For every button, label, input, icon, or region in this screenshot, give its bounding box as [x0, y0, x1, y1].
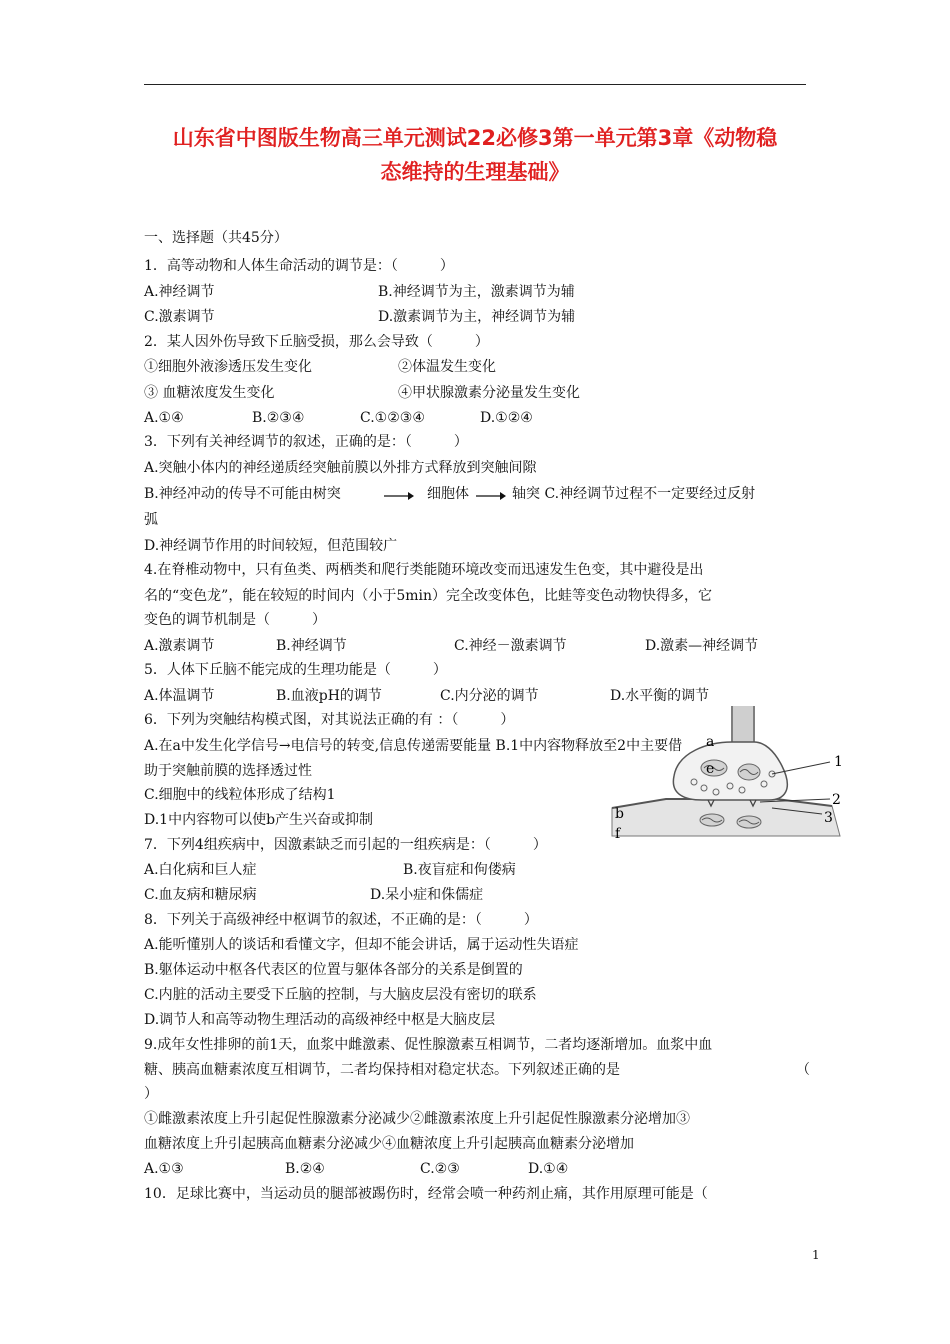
q3-option-b-part1: B.神经冲动的传导不可能由树突: [144, 486, 341, 502]
q1-option-c: C.激素调节: [144, 309, 215, 325]
q4-stem-line2: 名的“变色龙”，能在较短的时间内（小于5min）完全改变体色，比蛙等变色动物快得多，它: [144, 588, 712, 604]
q2-statement-3: ③ 血糖浓度发生变化: [144, 385, 275, 401]
fig-label-e: e: [706, 761, 715, 777]
synapse-diagram: [604, 702, 850, 852]
fig-label-f: f: [615, 826, 621, 842]
arrow-icon: [384, 490, 414, 502]
q9-statements-line2: 血糖浓度上升引起胰高血糖素分泌减少④血糖浓度上升引起胰高血糖素分泌增加: [144, 1136, 634, 1152]
q2-option-d: D.①②④: [480, 410, 533, 426]
fig-label-3: 3: [824, 810, 833, 826]
q2-statement-1: ①细胞外液渗透压发生变化: [144, 359, 312, 375]
q9-paren-open: （: [796, 1062, 810, 1078]
q4-option-d: D.激素—神经调节: [645, 638, 759, 654]
q10-stem-line1: 10．足球比赛中，当运动员的腿部被踢伤时，经常会喷一种药剂止痛，其作用原理可能是（: [144, 1186, 708, 1202]
q4-option-b: B.神经调节: [276, 638, 347, 654]
q7-option-d: D.呆小症和侏儒症: [370, 887, 484, 903]
q6-stem: 6．下列为突触结构模式图，对其说法正确的有 ：（ ）: [144, 712, 515, 728]
q7-stem: 7．下列4组疾病中，因激素缺乏而引起的一组疾病是：（ ）: [144, 837, 547, 853]
fig-label-a: a: [706, 734, 715, 750]
section-heading: 一、选择题（共45分）: [144, 230, 288, 246]
q7-option-b: B.夜盲症和佝偻病: [403, 862, 516, 878]
q4-option-a: A.激素调节: [144, 638, 215, 654]
q2-statement-2: ②体温发生变化: [398, 359, 496, 375]
fig-label-2: 2: [832, 792, 841, 808]
q9-option-b: B.②④: [285, 1161, 325, 1177]
q8-option-a: A.能听懂别人的谈话和看懂文字，但却不能会讲话，属于运动性失语症: [144, 937, 579, 953]
q7-option-c: C.血友病和糖尿病: [144, 887, 257, 903]
q9-option-a: A.①③: [144, 1161, 184, 1177]
q4-stem-line3: 变色的调节机制是（ ）: [144, 612, 326, 628]
q5-option-d: D.水平衡的调节: [610, 688, 710, 704]
q9-paren-close: ）: [144, 1086, 158, 1102]
q8-option-d: D.调节人和高等动物生理活动的高级神经中枢是大脑皮层: [144, 1012, 496, 1028]
q2-option-b: B.②③④: [252, 410, 305, 426]
q3-option-b-c: 轴突 C.神经调节过程不一定要经过反射: [512, 486, 756, 502]
q3-option-a: A.突触小体内的神经递质经突触前膜以外排方式释放到突触间隙: [144, 460, 537, 476]
q7-option-a: A.白化病和巨人症: [144, 862, 257, 878]
q1-option-b: B.神经调节为主，激素调节为辅: [378, 284, 575, 300]
q2-option-c: C.①②③④: [360, 410, 425, 426]
q1-stem: 1．高等动物和人体生命活动的调节是：（ ）: [144, 258, 454, 274]
q9-statements-line1: ①雌激素浓度上升引起促性腺激素分泌减少②雌激素浓度上升引起促性腺激素分泌增加③: [144, 1111, 690, 1127]
q2-stem: 2．某人因外伤导致下丘脑受损，那么会导致（ ）: [144, 334, 489, 350]
q6-option-a-b: A.在a中发生化学信号→电信号的转变,信息传递需要能量 B.1中内容物释放至2中主要借: [144, 738, 683, 754]
q2-statement-4: ④甲状腺激素分泌量发生变化: [398, 385, 580, 401]
q6-option-d: D.1中内容物可以使b产生兴奋或抑制: [144, 812, 374, 828]
q5-stem: 5．人体下丘脑不能完成的生理功能是（ ）: [144, 662, 447, 678]
fig-label-1: 1: [834, 754, 843, 770]
q9-stem-line2: 糖、胰高血糖素浓度互相调节，二者均保持相对稳定状态。下列叙述正确的是: [144, 1062, 620, 1078]
q3-option-c-cont: 弧: [144, 512, 158, 528]
q9-option-d: D.①④: [528, 1161, 569, 1177]
q1-option-d: D.激素调节为主，神经调节为辅: [378, 309, 576, 325]
q8-stem: 8．下列关于高级神经中枢调节的叙述，不正确的是：（ ）: [144, 912, 538, 928]
q5-option-c: C.内分泌的调节: [440, 688, 539, 704]
q8-option-b: B.躯体运动中枢各代表区的位置与躯体各部分的关系是倒置的: [144, 962, 523, 978]
q6-option-b-cont: 助于突触前膜的选择透过性: [144, 763, 312, 779]
q4-option-c: C.神经－激素调节: [454, 638, 567, 654]
q2-option-a: A.①④: [144, 410, 184, 426]
q6-option-c: C.细胞中的线粒体形成了结构1: [144, 787, 336, 803]
q9-option-c: C.②③: [420, 1161, 460, 1177]
q3-option-b-part2: 细胞体: [427, 486, 469, 502]
q3-option-d: D.神经调节作用的时间较短，但范围较广: [144, 538, 398, 554]
q3-stem: 3．下列有关神经调节的叙述，正确的是：（ ）: [144, 434, 468, 450]
q4-stem-line1: 4.在脊椎动物中，只有鱼类、两栖类和爬行类能随环境改变而迅速发生色变，其中避役是出: [144, 562, 704, 578]
q5-option-a: A.体温调节: [144, 688, 215, 704]
q8-option-c: C.内脏的活动主要受下丘脑的控制，与大脑皮层没有密切的联系: [144, 987, 537, 1003]
fig-label-b: b: [615, 806, 624, 822]
page-title-line2: 态维持的生理基础》: [380, 160, 570, 184]
page-title-line1: 山东省中图版生物高三单元测试22必修3第一单元第3章《动物稳: [172, 126, 778, 150]
q1-option-a: A.神经调节: [144, 284, 215, 300]
q9-stem-line1: 9.成年女性排卵的前1天，血浆中雌激素、促性腺激素互相调节，二者均逐渐增加。血浆中血: [144, 1037, 713, 1053]
header-rule: [144, 84, 806, 85]
page-number: 1: [812, 1248, 820, 1262]
arrow-icon: [476, 490, 506, 502]
q5-option-b: B.血液pH的调节: [276, 688, 382, 704]
